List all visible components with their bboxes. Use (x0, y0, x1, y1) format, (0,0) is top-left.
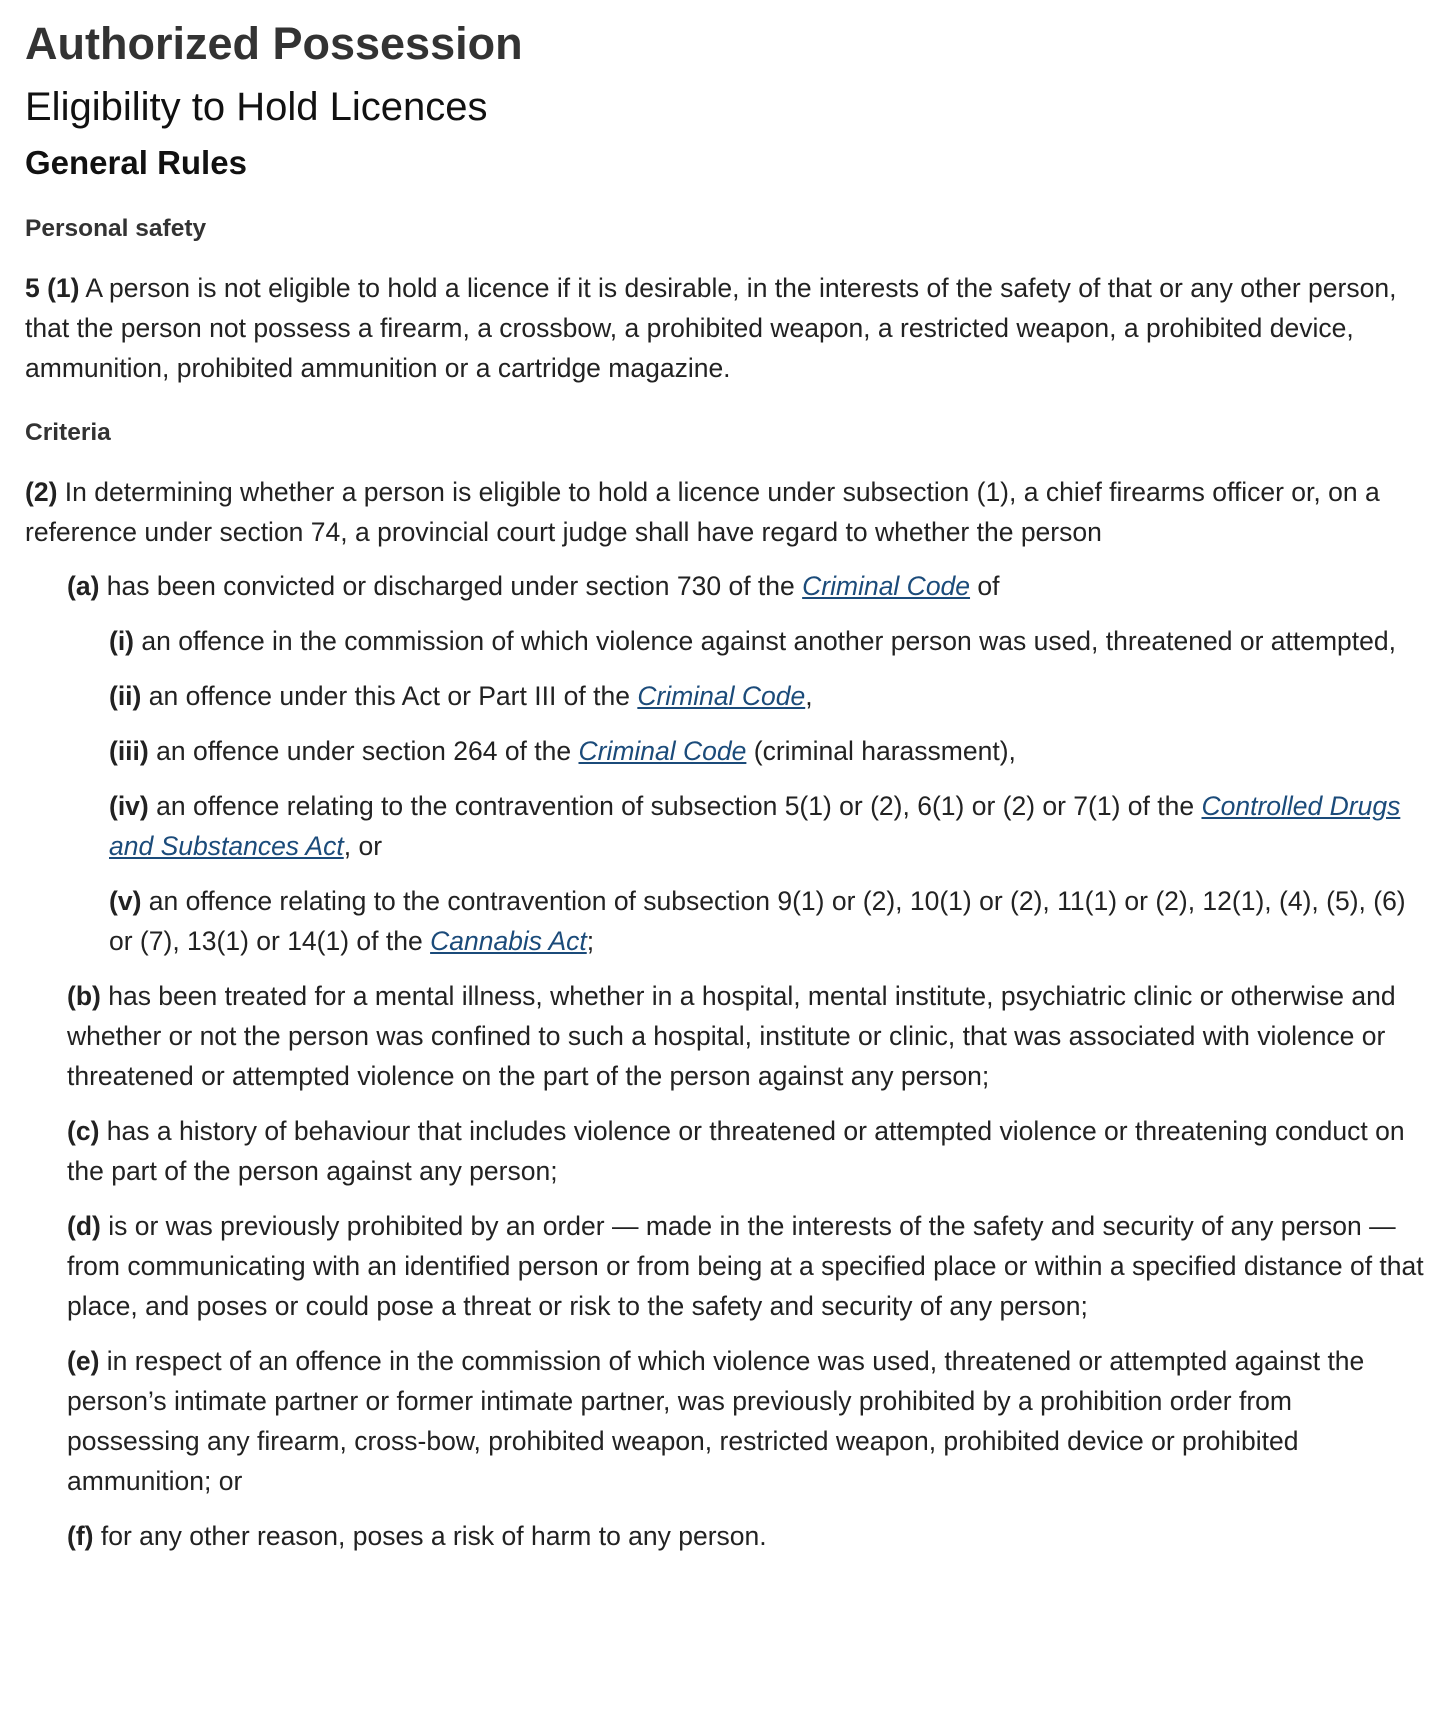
subparagraph-v (109, 881, 1426, 961)
provision-text: an offence relating to the contravention of subsection 5(1) or (2), 6(1) or (2) or 7(1) of the (156, 791, 1195, 821)
provision-label: (2) (25, 477, 58, 507)
provision-text: an offence under this Act or Part III of the (148, 681, 630, 711)
marginal-note-criteria: Criteria (25, 419, 111, 446)
provision-label: (v) (109, 886, 142, 916)
provision-text: , or (343, 831, 383, 861)
provision-text: ; (586, 926, 595, 956)
provision-text: A person is not eligible to hold a licence if it is desirable, in the interests of the safety of that or any other person, that the person not possess a firearm, a crossbow, a prohibited weapon, a restricted weapon, a prohibited device, ammunition, prohibited ammunition or a cartridge magazine. (25, 273, 1397, 383)
paragraph-d (67, 1206, 1426, 1326)
paragraph-f (67, 1516, 1426, 1556)
provision-label: (ii) (109, 681, 142, 711)
group-heading: General Rules (25, 144, 247, 181)
provision-label: 5 (1) (25, 273, 80, 303)
provision-label: (i) (109, 626, 135, 656)
provision-text: an offence in the commission of which violence against another person was used, threatened or attempted, (141, 626, 1396, 656)
marginal-note-personal-safety: Personal safety (25, 215, 207, 242)
paragraph-a (67, 566, 1426, 606)
provision-text: an offence relating to the contravention of subsection 9(1) or (2), 10(1) or (2), 11(1) or (2), 12(1), (4), (5), (6) or (7), 13(1) or 14(1) of the (109, 886, 1406, 956)
provision-label: (iii) (109, 736, 149, 766)
controlled-drugs-act-link[interactable]: Controlled Drugs and Substances Act (109, 791, 1401, 861)
cannabis-act-link[interactable]: Cannabis Act (430, 926, 587, 956)
provision-text: has been treated for a mental illness, whether in a hospital, mental institute, psychiatric clinic or otherwise and whether or not the person was confined to such a hospital, institute or clinic, that was associated with violence or threatened or attempted violence on the part of the person against any person; (67, 981, 1396, 1091)
provision-label: (c) (67, 1116, 100, 1146)
paragraph-b (67, 976, 1426, 1096)
provision-label: (f) (67, 1521, 94, 1551)
subparagraph-iv (109, 786, 1426, 866)
provision-label: (a) (67, 571, 100, 601)
subpart-heading: Eligibility to Hold Licences (25, 85, 488, 129)
paragraph-c (67, 1111, 1426, 1191)
provision-text: has a history of behaviour that includes violence or threatened or attempted violence or threatening conduct on the part of the person against any person; (67, 1116, 1405, 1186)
provision-text: of (977, 571, 1000, 601)
criminal-code-link[interactable]: Criminal Code (802, 571, 971, 601)
provision-text: for any other reason, poses a risk of harm to any person. (100, 1521, 767, 1551)
provision-text: has been convicted or discharged under section 730 of the (106, 571, 795, 601)
paragraph-e (67, 1341, 1426, 1501)
provision-text: an offence under section 264 of the (156, 736, 572, 766)
subparagraph-i (109, 621, 1426, 661)
provision-label: (d) (67, 1211, 101, 1241)
criminal-code-link[interactable]: Criminal Code (578, 736, 747, 766)
subsection-5-1 (25, 268, 1426, 388)
provision-text: In determining whether a person is eligible to hold a licence under subsection (1), a chief firearms officer or, on a reference under section 74, a provincial court judge shall have regard to whether the person (25, 477, 1380, 547)
provision-label: (b) (67, 981, 101, 1011)
subparagraph-ii (109, 676, 1426, 716)
provision-text: (criminal harassment), (753, 736, 1016, 766)
subsection-5-2 (25, 472, 1426, 552)
part-heading: Authorized Possession (25, 18, 523, 69)
provision-text: , (805, 681, 813, 711)
provision-label: (iv) (109, 791, 149, 821)
subparagraph-iii (109, 731, 1426, 771)
provision-text: is or was previously prohibited by an order — made in the interests of the safety and security of any person — from communicating with an identified person or from being at a specified place or within a specified distance of that place, and poses or could pose a threat or risk to the safety and security of any person; (67, 1211, 1424, 1321)
provision-label: (e) (67, 1346, 100, 1376)
provision-text: in respect of an offence in the commission of which violence was used, threatened or attempted against the person’s intimate partner or former intimate partner, was previously prohibited by a prohibition order from possessing any firearm, cross-bow, prohibited weapon, restricted weapon, prohibited device or prohibited ammunition; or (67, 1346, 1365, 1496)
criminal-code-link[interactable]: Criminal Code (637, 681, 806, 711)
